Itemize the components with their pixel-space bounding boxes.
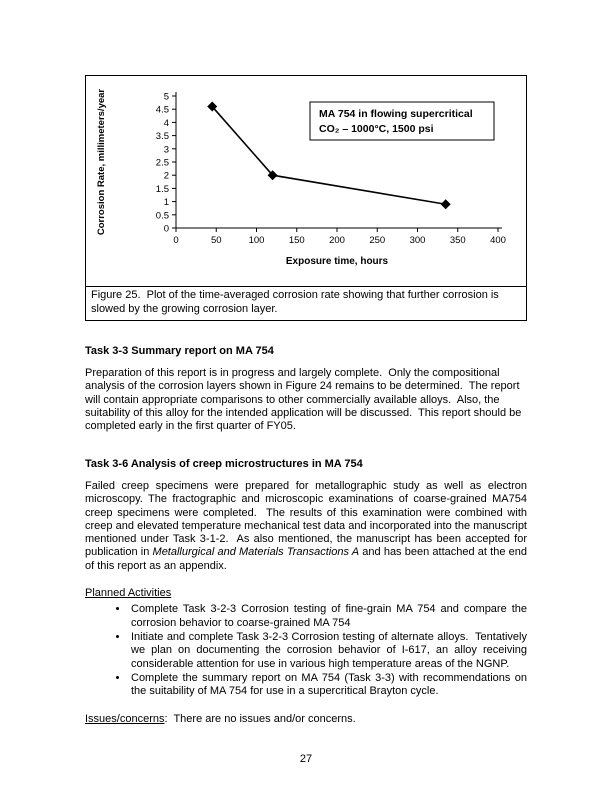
task-3-3-heading: Task 3-3 Summary report on MA 754: [85, 344, 274, 357]
journal-title-italic: Metallurgical and Materials Transactions A: [152, 546, 360, 559]
y-tick-label: 5: [163, 91, 169, 103]
y-tick-label: 4.5: [155, 104, 169, 116]
x-tick-label: 350: [449, 235, 466, 246]
figure-25: [85, 75, 527, 321]
task-3-3-paragraph: Preparation of this report is in progress and largely complete. Only the compositional analysis of the corrosion layers shown in Figure 24 remains to be determined. The report will contain appropriate comparisons to other commercially available alloys. Also, the suitability of this alloy for the intended application will be discussed. This report should be completed early in the first quarter of FY05.: [85, 367, 525, 433]
corrosion-rate-chart-svg: [88, 84, 524, 280]
task-3-6-text-start: Failed creep specimens were prepared for metallographic study as well as electron microscopy. The fractographic and microscopic examinations of coarse-grained MA754 creep specimens were completed. The results of this examination were combined with creep and elevated temperature mechanical test data and incorporated into the manuscript mentioned under Task 3-1-2. As also mentioned, the manuscript has been accepted for publication in: [85, 479, 531, 559]
y-tick-label: 3: [163, 144, 169, 156]
data-point-marker: [441, 199, 451, 209]
y-tick-label: 4: [163, 117, 169, 129]
x-axis-title: Exposure time, hours: [285, 256, 389, 267]
issues-concerns-text: : There are no issues and/or concerns.: [164, 713, 356, 726]
planned-activity-item: • Complete the summary report on MA 754 (Task 3-3) with recommendations on the suitability of MA 754 for use in a supercritical Brayton cycle.: [129, 672, 527, 699]
y-tick-label: 3.5: [155, 131, 169, 143]
issues-concerns-label: Issues/concerns: [85, 713, 165, 726]
x-tick-label: 150: [288, 235, 305, 246]
x-tick-label: 0: [173, 235, 179, 246]
task-3-6-heading: Task 3-6 Analysis of creep microstructures in MA 754: [85, 457, 363, 470]
y-tick-label: 2: [163, 170, 169, 182]
figure-25-caption: Figure 25. Plot of the time-averaged corrosion rate showing that further corrosion is slowed by the growing corrosion layer.: [86, 286, 526, 320]
y-axis-title: Corrosion Rate, millimeters/year: [96, 88, 107, 236]
issues-concerns-line: [85, 713, 527, 726]
y-tick-label: 1: [163, 197, 169, 209]
corrosion-rate-chart: [86, 76, 526, 286]
x-tick-label: 400: [490, 235, 506, 246]
planned-activities-list: [85, 603, 531, 698]
y-tick-label: 2.5: [155, 157, 169, 169]
y-tick-label: 0.5: [155, 210, 169, 222]
y-tick-label: 0: [163, 223, 169, 235]
planned-activities-heading: Planned Activities: [85, 587, 172, 600]
x-tick-label: 50: [210, 235, 222, 246]
planned-activity-item: • Initiate and complete Task 3-2-3 Corrosion testing of alternate alloys. Tentatively we plan on documenting the corrosion behavior of I-617, an alloy receiving considerable attention for use in various high temperature areas of the NGNP.: [129, 631, 527, 671]
planned-activity-item: • Complete Task 3-2-3 Corrosion testing of fine-grain MA 754 and compare the corrosion behavior to coarse-grained MA 754: [129, 603, 527, 630]
x-tick-label: 200: [329, 235, 345, 246]
legend-line-1: MA 754 in flowing supercritical: [319, 108, 473, 120]
x-tick-label: 250: [369, 235, 386, 246]
x-tick-label: 300: [409, 235, 426, 246]
x-tick-label: 100: [248, 235, 265, 246]
task-3-6-paragraph: [85, 479, 531, 573]
legend-line-2: CO₂ – 1000°C, 1500 psi: [319, 123, 434, 135]
task-3-6-text-end: and has been attached at the end of this report as an appendix.: [85, 546, 531, 572]
y-tick-label: 1.5: [155, 183, 169, 195]
page-number: 27: [299, 752, 313, 765]
